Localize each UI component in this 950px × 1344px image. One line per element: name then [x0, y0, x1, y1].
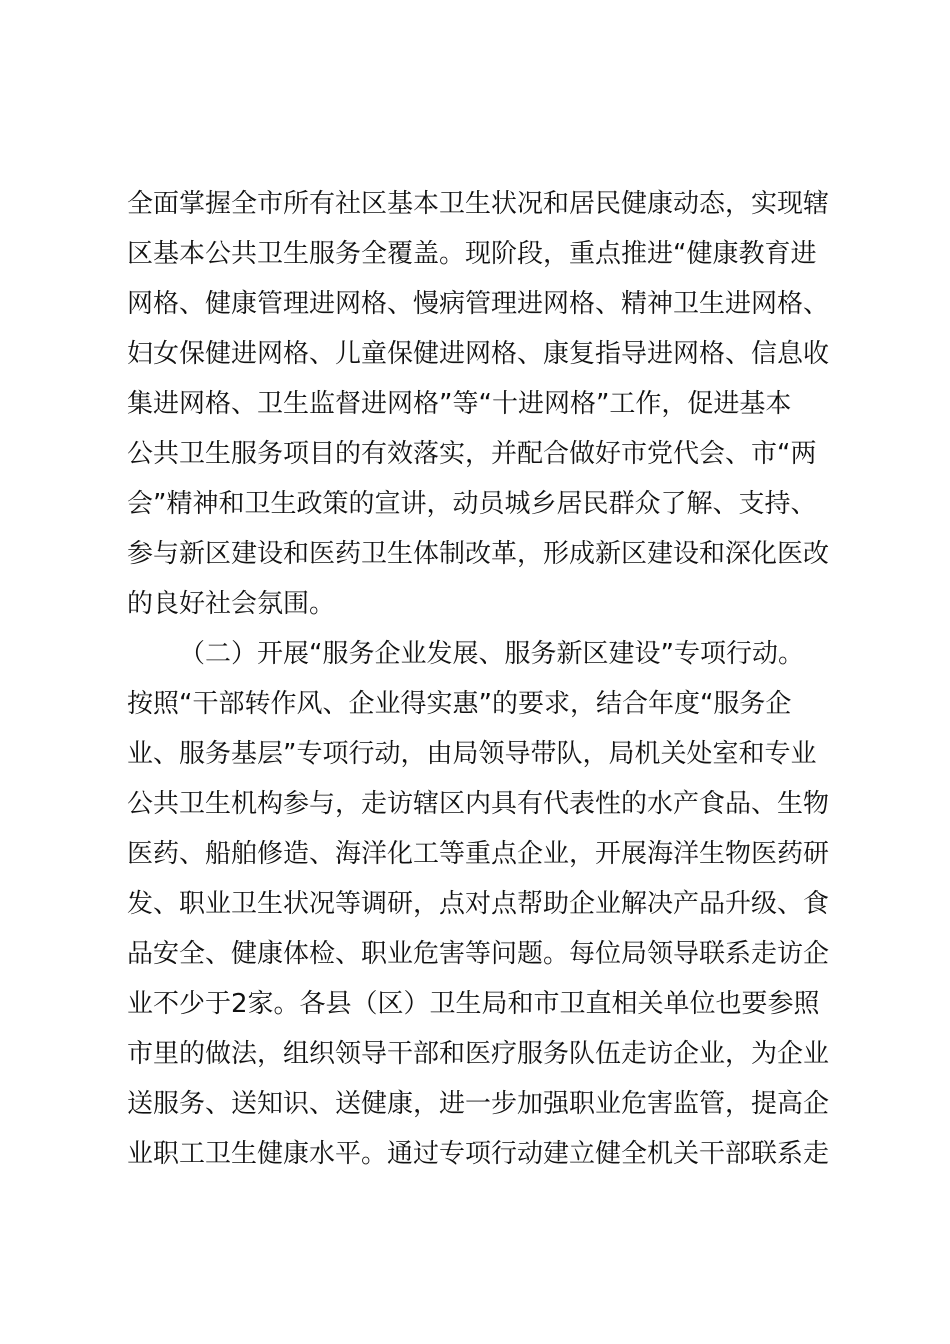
text-line: 全面掌握全市所有社区基本卫生状况和居民健康动态，实现辖: [127, 189, 830, 219]
text-line: 公共卫生机构参与，走访辖区内具有代表性的水产食品、生物: [127, 789, 830, 819]
text-line: 医药、船舶修造、海洋化工等重点企业，开展海洋生物医药研: [127, 839, 830, 869]
section-heading-2: （二）开展“服务企业发展、服务新区建设”专项行动。: [179, 639, 804, 669]
text-line: 品安全、健康体检、职业危害等问题。每位局领导联系走访企: [127, 939, 830, 969]
text-line: 集进网格、卫生监督进网格”等“十进网格”工作，促进基本: [127, 389, 792, 419]
text-line: 送服务、送知识、送健康，进一步加强职业危害监管，提高企: [127, 1089, 830, 1119]
text-line: 按照“干部转作风、企业得实惠”的要求，结合年度“服务企: [127, 689, 792, 719]
text-line: 参与新区建设和医药卫生体制改革，形成新区建设和深化医改: [127, 539, 830, 569]
text-line: 的良好社会氛围。: [127, 589, 336, 619]
text-line: 业、服务基层”专项行动，由局领导带队，局机关处室和专业: [127, 739, 817, 769]
text-line: 会”精神和卫生政策的宣讲，动员城乡居民群众了解、支持、: [127, 489, 817, 519]
text-line: 市里的做法，组织领导干部和医疗服务队伍走访企业，为企业: [127, 1039, 830, 1069]
text-line: 发、职业卫生状况等调研，点对点帮助企业解决产品升级、食: [127, 889, 830, 919]
text-line: 妇女保健进网格、儿童保健进网格、康复指导进网格、信息收: [127, 339, 830, 369]
text-line: 网格、健康管理进网格、慢病管理进网格、精神卫生进网格、: [127, 289, 830, 319]
text-line: 区基本公共卫生服务全覆盖。现阶段，重点推进“健康教育进: [127, 239, 817, 269]
text-line: 业职工卫生健康水平。通过专项行动建立健全机关干部联系走: [127, 1139, 830, 1169]
text-line: 业不少于2家。各县（区）卫生局和市卫直相关单位也要参照: [127, 989, 820, 1019]
text-line: 公共卫生服务项目的有效落实，并配合做好市党代会、市“两: [127, 439, 817, 469]
